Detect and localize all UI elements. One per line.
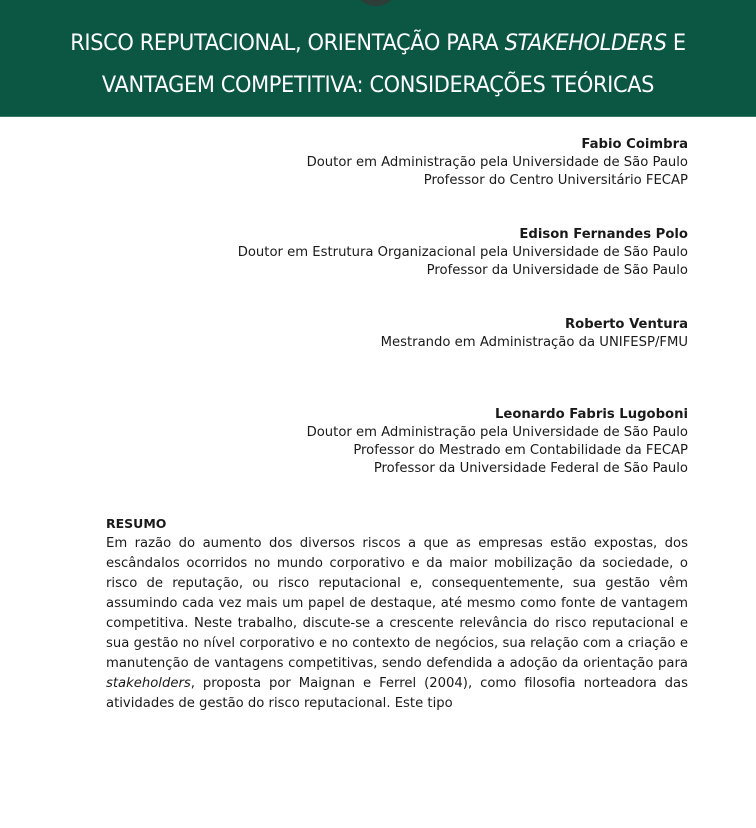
author-affiliation: Professor da Universidade Federal de São Paulo xyxy=(373,461,688,476)
author-block xyxy=(128,226,688,280)
author-affiliation: Professor do Centro Universitário FECAP xyxy=(423,173,688,188)
abstract-heading: RESUMO xyxy=(106,516,167,531)
title-banner xyxy=(0,0,756,117)
author-affiliation: Professor da Universidade de São Paulo xyxy=(426,263,688,278)
title-italic-term: STAKEHOLDERS xyxy=(504,30,667,56)
author-name: Roberto Ventura xyxy=(565,317,688,332)
paper-title xyxy=(26,22,729,106)
title-line-1: RISCO REPUTACIONAL, ORIENTAÇÃO PARA STAKEHOLDERS E xyxy=(70,30,686,56)
author-name: Leonardo Fabris Lugoboni xyxy=(494,407,688,422)
abstract-body xyxy=(106,534,688,714)
abstract-section xyxy=(106,514,688,714)
author-block xyxy=(128,316,688,370)
author-name: Fabio Coimbra xyxy=(581,137,688,152)
author-affiliation: Doutor em Administração pela Universidade de São Paulo xyxy=(306,155,688,170)
page-tab-notch xyxy=(353,0,399,6)
author-name: Edison Fernandes Polo xyxy=(519,227,688,242)
author-affiliation: Doutor em Estrutura Organizacional pela Universidade de São Paulo xyxy=(237,245,688,260)
abstract-paragraph: Em razão do aumento dos diversos riscos a que as empresas estão expostas, dos escândalos ocorridos no mundo corporativo e da maior mobilização da sociedade, o risco de reputação, ou risco reputacional e, consequentemente, sua gestão vêm assumindo cada vez mais um papel de destaque, até mesmo como fonte de vantagem competitiva. Neste trabalho, discute-se a crescente relevância do risco reputacional e sua gestão no nível corporativo e no contexto de negócios, sua relação com a criação e manutenção de vantagens competitivas, sendo defendida a adoção da orientação para stakeholders, proposta por Maignan e Ferrel (2004), como filosofia norteadora das atividades de gestão do risco reputacional. Este tipo xyxy=(106,536,688,711)
author-affiliation: Professor do Mestrado em Contabilidade da FECAP xyxy=(353,443,688,458)
italic-term: stakeholders xyxy=(106,676,191,691)
author-affiliation: Mestrando em Administração da UNIFESP/FMU xyxy=(380,335,688,350)
author-affiliation: Doutor em Administração pela Universidade de São Paulo xyxy=(306,425,688,440)
author-list xyxy=(128,136,688,514)
author-block xyxy=(128,136,688,190)
author-block xyxy=(128,406,688,478)
title-line-2: VANTAGEM COMPETITIVA: CONSIDERAÇÕES TEÓRICAS xyxy=(101,72,655,98)
